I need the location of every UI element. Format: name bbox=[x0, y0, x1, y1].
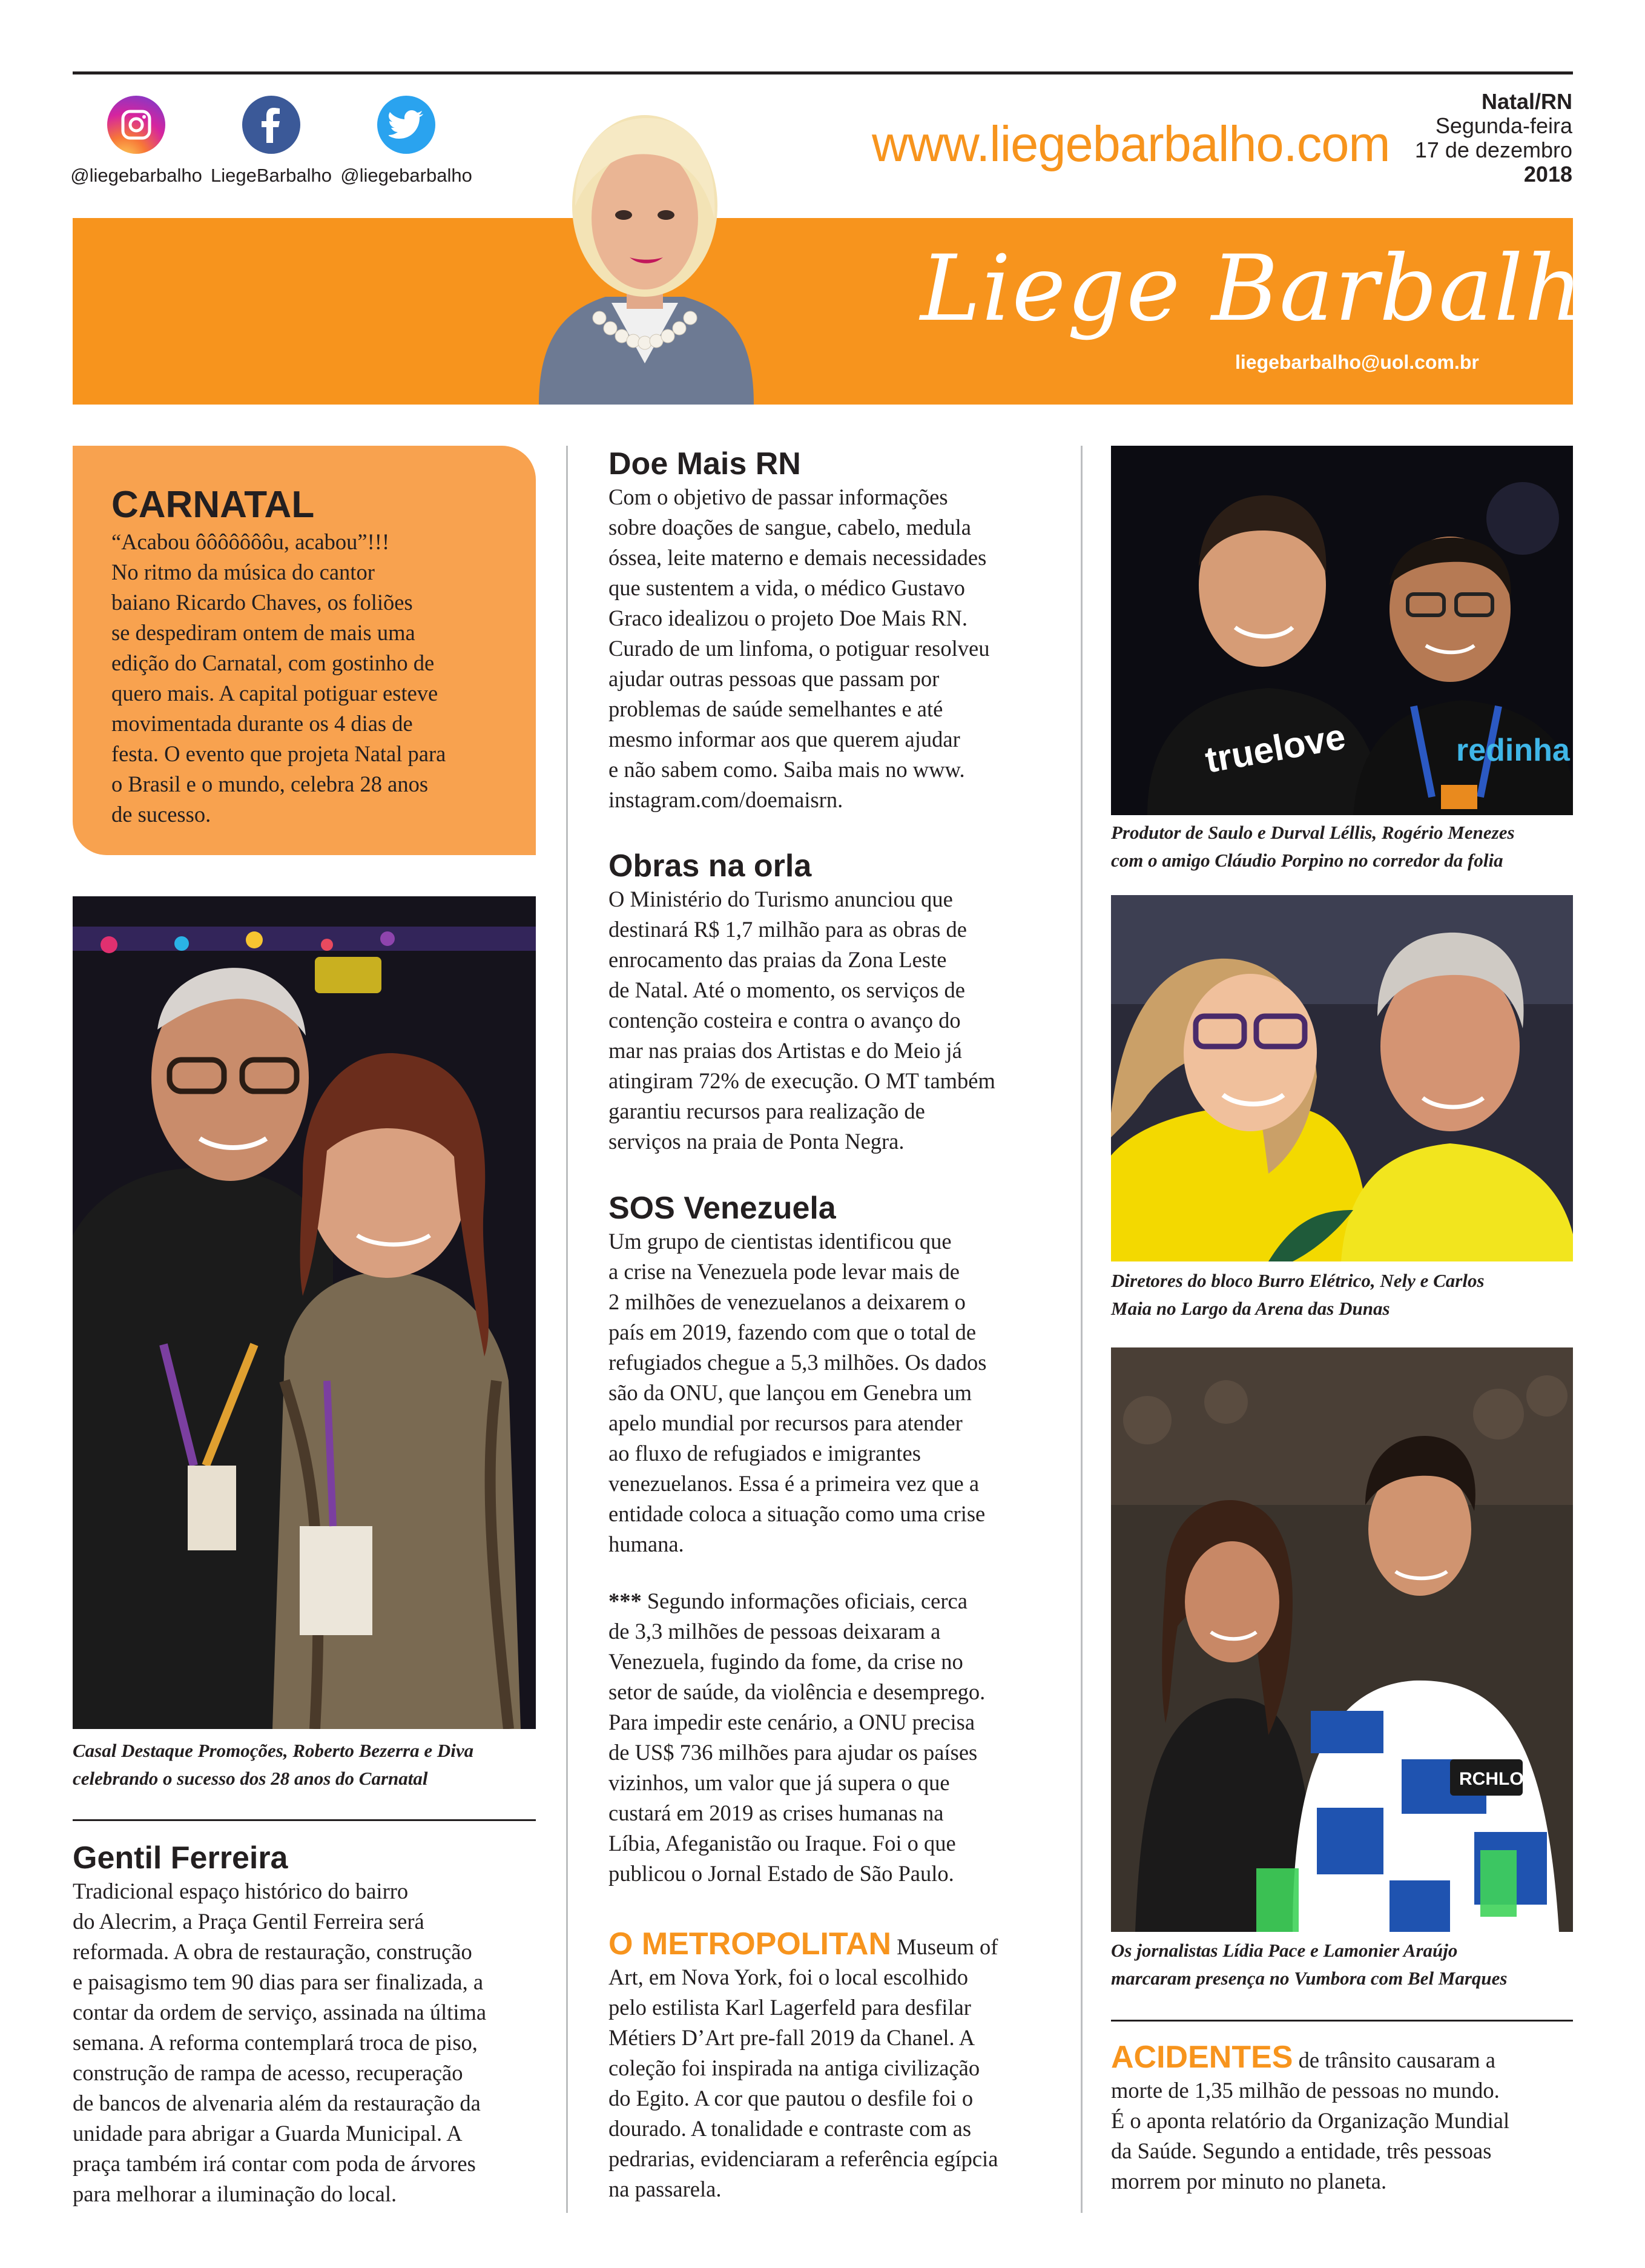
gentil-ferreira-title: Gentil Ferreira bbox=[73, 1840, 288, 1876]
column-divider-2 bbox=[1081, 446, 1083, 2213]
obras-na-orla-title: Obras na orla bbox=[608, 848, 812, 884]
text-line: festa. O evento que projeta Natal para bbox=[111, 741, 446, 766]
column-divider-1 bbox=[566, 446, 568, 2213]
text-line: setor de saúde, da violência e desemprego. bbox=[608, 1679, 986, 1704]
dateline-city: Natal/RN bbox=[1481, 89, 1572, 114]
text-line: Com o objetivo de passar informações bbox=[608, 484, 948, 509]
text-line: da Saúde. Segundo a entidade, três pessoas bbox=[1111, 2138, 1492, 2163]
text-line: de sucesso. bbox=[111, 802, 211, 827]
site-url[interactable]: www.liegebarbalho.com bbox=[872, 116, 1390, 172]
text-line: Tradicional espaço histórico do bairro bbox=[73, 1879, 409, 1903]
note-asterisks: *** bbox=[608, 1589, 642, 1613]
facebook-handle: LiegeBarbalho bbox=[211, 165, 332, 186]
text-line: mesmo informar aos que querem ajudar bbox=[608, 727, 960, 752]
text-line: Curado de um linfoma, o potiguar resolveu bbox=[608, 636, 990, 661]
text-line: apelo mundial por recursos para atender bbox=[608, 1410, 963, 1435]
dateline-year: 2018 bbox=[1523, 162, 1572, 187]
text-line: se despediram ontem de mais uma bbox=[111, 620, 415, 645]
gentil-ferreira-article bbox=[73, 1840, 557, 2209]
doe-mais-rn-title: Doe Mais RN bbox=[608, 446, 801, 481]
text-line: semana. A reforma contemplará troca de piso, bbox=[73, 2030, 478, 2055]
text-line: pelo estilista Karl Lagerfeld para desfilar bbox=[608, 1995, 971, 2020]
text-line: O Ministério do Turismo anunciou que bbox=[608, 887, 953, 911]
text-line: óssea, leite materno e demais necessidades bbox=[608, 545, 987, 570]
text-line: Graco idealizou o projeto Doe Mais RN. bbox=[608, 606, 968, 630]
gentil-ferreira-text bbox=[73, 1876, 557, 2209]
text-line: Líbia, Afeganistão ou Iraque. Foi o que bbox=[608, 1831, 956, 1856]
text-line: Para impedir este cenário, a ONU precisa bbox=[608, 1710, 975, 1734]
text-line: movimentada durante os 4 dias de bbox=[111, 711, 413, 736]
carnatal-title: CARNATAL bbox=[111, 484, 315, 526]
text-line: instagram.com/doemaisrn. bbox=[608, 787, 843, 812]
text-line: para melhorar a iluminação do local. bbox=[73, 2181, 397, 2206]
caption-line: Maia no Largo da Arena das Dunas bbox=[1111, 1298, 1390, 1319]
text-line: entidade coloca a situação como uma crise bbox=[608, 1501, 986, 1526]
doe-mais-rn-text bbox=[608, 482, 1069, 815]
text-line: contenção costeira e contra o avanço do bbox=[608, 1008, 961, 1033]
text-line bbox=[608, 1586, 1069, 1616]
instagram-icon bbox=[107, 96, 165, 154]
text-line: mar nas praias dos Artistas e do Meio já bbox=[608, 1038, 962, 1063]
text-line bbox=[1111, 2042, 1589, 2075]
text-line: atingiram 72% de execução. O MT também bbox=[608, 1068, 995, 1093]
text-line: Venezuela, fugindo da fome, da crise no bbox=[608, 1649, 963, 1674]
twitter-icon bbox=[377, 96, 435, 154]
text-line: do Alecrim, a Praça Gentil Ferreira será bbox=[73, 1909, 424, 1934]
text-line: serviços na praia de Ponta Negra. bbox=[608, 1129, 905, 1154]
photo-caption-roberto-diva bbox=[73, 1737, 545, 1793]
text-line: baiano Ricardo Chaves, os foliões bbox=[111, 590, 413, 615]
text-line: No ritmo da música do cantor bbox=[111, 560, 375, 584]
text-line: de Natal. Até o momento, os serviços de bbox=[608, 977, 965, 1002]
text-line: de US$ 736 milhões para ajudar os países bbox=[608, 1740, 978, 1765]
text-line: país em 2019, fazendo com que o total de bbox=[608, 1320, 977, 1344]
columnist-name: Liege Barbalho bbox=[920, 236, 1640, 342]
columnist-email[interactable]: liegebarbalho@uol.com.br bbox=[1235, 351, 1479, 373]
text-line: custará em 2019 as crises humanas na bbox=[608, 1800, 944, 1825]
text-line bbox=[608, 1926, 1069, 1962]
text-line: Métiers D’Art pre-fall 2019 da Chanel. A bbox=[608, 2025, 975, 2050]
photo-caption-lidia-lamonier bbox=[1111, 1937, 1589, 1992]
metropolitan-lead: O METROPOLITAN bbox=[608, 1926, 892, 1962]
text-line: sobre doações de sangue, cabelo, medula bbox=[608, 515, 971, 540]
text-line: quero mais. A capital potiguar esteve bbox=[111, 681, 438, 706]
facebook-icon bbox=[242, 96, 300, 154]
twitter-handle: @liegebarbalho bbox=[340, 165, 472, 186]
carnatal-box bbox=[73, 446, 536, 855]
text-line: morte de 1,35 milhão de pessoas no mundo. bbox=[1111, 2078, 1500, 2103]
text-line: destinará R$ 1,7 milhão para as obras de bbox=[608, 917, 967, 942]
shirt-tag-rchlo: RCHLO bbox=[1459, 1769, 1524, 1789]
caption-line: Diretores do bloco Burro Elétrico, Nely e Carlos bbox=[1111, 1270, 1485, 1291]
text-line: construção de rampa de acesso, recuperação bbox=[73, 2060, 463, 2085]
carnatal-text bbox=[111, 527, 518, 830]
photo-rogerio-claudio bbox=[1111, 446, 1573, 815]
photo-caption-rogerio-claudio bbox=[1111, 819, 1589, 874]
caption-line: Os jornalistas Lídia Pace e Lamonier Araújo bbox=[1111, 1940, 1458, 1961]
twitter-link[interactable] bbox=[337, 96, 476, 187]
photo-roberto-diva bbox=[73, 896, 536, 1729]
instagram-handle: @liegebarbalho bbox=[70, 165, 202, 186]
text-line: a crise na Venezuela pode levar mais de bbox=[608, 1259, 960, 1284]
text-line: 2 milhões de venezuelanos a deixarem o bbox=[608, 1289, 966, 1314]
text-line: É o aponta relatório da Organização Mundial bbox=[1111, 2108, 1510, 2133]
text-line: de 3,3 milhões de pessoas deixaram a bbox=[608, 1619, 941, 1644]
text-line: venezuelanos. Essa é a primeira vez que a bbox=[608, 1471, 980, 1496]
text-line: morrem por minuto no planeta. bbox=[1111, 2169, 1387, 2194]
instagram-link[interactable] bbox=[67, 96, 206, 187]
text-span: Segundo informações oficiais, cerca bbox=[641, 1589, 968, 1613]
text-line: do Egito. A cor que pautou o desfile foi o bbox=[608, 2086, 974, 2111]
text-span: Museum of bbox=[891, 1934, 998, 1959]
text-line: contar da ordem de serviço, assinada na última bbox=[73, 2000, 487, 2025]
caption-line: com o amigo Cláudio Porpino no corredor da folia bbox=[1111, 850, 1503, 871]
text-line: edição do Carnatal, com gostinho de bbox=[111, 650, 435, 675]
shirt-text-redinha: redinha bbox=[1456, 733, 1570, 768]
text-line: na passarela. bbox=[608, 2177, 722, 2201]
sos-venezuela-text bbox=[608, 1226, 1069, 1889]
obras-na-orla-text bbox=[608, 884, 1069, 1157]
acidentes-article bbox=[1111, 2042, 1589, 2197]
section-divider bbox=[73, 1819, 536, 1821]
dateline-weekday: Segunda-feira bbox=[1435, 113, 1572, 138]
dateline-date: 17 de dezembro bbox=[1414, 137, 1572, 162]
photo-caption-nely-carlos bbox=[1111, 1267, 1589, 1323]
text-line: unidade para abrigar a Guarda Municipal. A bbox=[73, 2121, 463, 2146]
caption-line: Produtor de Saulo e Durval Léllis, Rogério Menezes bbox=[1111, 822, 1515, 843]
text-line: Art, em Nova York, foi o local escolhido bbox=[608, 1965, 969, 1989]
text-line: e não sabem como. Saiba mais no www. bbox=[608, 757, 965, 782]
text-line: de bancos de alvenaria além da restauração da bbox=[73, 2091, 481, 2115]
text-line: que sustentem a vida, o médico Gustavo bbox=[608, 575, 965, 600]
text-line: reformada. A obra de restauração, construção bbox=[73, 1939, 472, 1964]
text-line: dourado. A tonalidade e contraste com as bbox=[608, 2116, 972, 2141]
paragraph-gap bbox=[608, 1559, 1069, 1586]
text-line: enrocamento das praias da Zona Leste bbox=[608, 947, 947, 972]
columnist-portrait bbox=[527, 79, 763, 405]
sos-venezuela-article bbox=[608, 1190, 1069, 1889]
sos-venezuela-title: SOS Venezuela bbox=[608, 1191, 836, 1226]
facebook-link[interactable] bbox=[202, 96, 341, 187]
shirt-text-truelove: truelove bbox=[1202, 716, 1349, 781]
text-line: são da ONU, que lançou em Genebra um bbox=[608, 1380, 972, 1405]
text-line: Um grupo de cientistas identificou que bbox=[608, 1229, 952, 1254]
top-rule bbox=[73, 71, 1573, 74]
metropolitan-article bbox=[608, 1926, 1069, 2204]
section-divider bbox=[1111, 2020, 1573, 2022]
text-line: pedrarias, evidenciaram a referência egípcia bbox=[608, 2146, 998, 2171]
text-line: refugiados chegue a 5,3 milhões. Os dados bbox=[608, 1350, 987, 1375]
text-line: praça também irá contar com poda de árvores bbox=[73, 2151, 476, 2176]
acidentes-lead: ACIDENTES bbox=[1111, 2040, 1293, 2075]
photo-lidia-lamonier bbox=[1111, 1347, 1573, 1932]
text-line: humana. bbox=[608, 1532, 684, 1556]
text-line: problemas de saúde semelhantes e até bbox=[608, 696, 943, 721]
text-line: garantiu recursos para realização de bbox=[608, 1099, 925, 1123]
text-line: e paisagismo tem 90 dias para ser finalizada, a bbox=[73, 1969, 484, 1994]
caption-line: marcaram presença no Vumbora com Bel Marques bbox=[1111, 1968, 1508, 1989]
text-line: “Acabou ôôôôôôôu, acabou”!!! bbox=[111, 529, 390, 554]
doe-mais-rn-article bbox=[608, 446, 1069, 815]
photo-nely-carlos bbox=[1111, 895, 1573, 1261]
text-line: o Brasil e o mundo, celebra 28 anos bbox=[111, 772, 429, 796]
obras-na-orla-article bbox=[608, 848, 1069, 1157]
dateline bbox=[1415, 90, 1572, 187]
caption-line: celebrando o sucesso dos 28 anos do Carnatal bbox=[73, 1768, 428, 1789]
text-line: coleção foi inspirada na antiga civilização bbox=[608, 2055, 980, 2080]
text-line: ao fluxo de refugiados e imigrantes bbox=[608, 1441, 921, 1466]
text-line: publicou o Jornal Estado de São Paulo. bbox=[608, 1861, 954, 1886]
text-span: de trânsito causaram a bbox=[1293, 2048, 1495, 2072]
text-line: vizinhos, um valor que já supera o que bbox=[608, 1770, 950, 1795]
text-line: ajudar outras pessoas que passam por bbox=[608, 666, 940, 691]
caption-line: Casal Destaque Promoções, Roberto Bezerra e Diva bbox=[73, 1740, 474, 1761]
